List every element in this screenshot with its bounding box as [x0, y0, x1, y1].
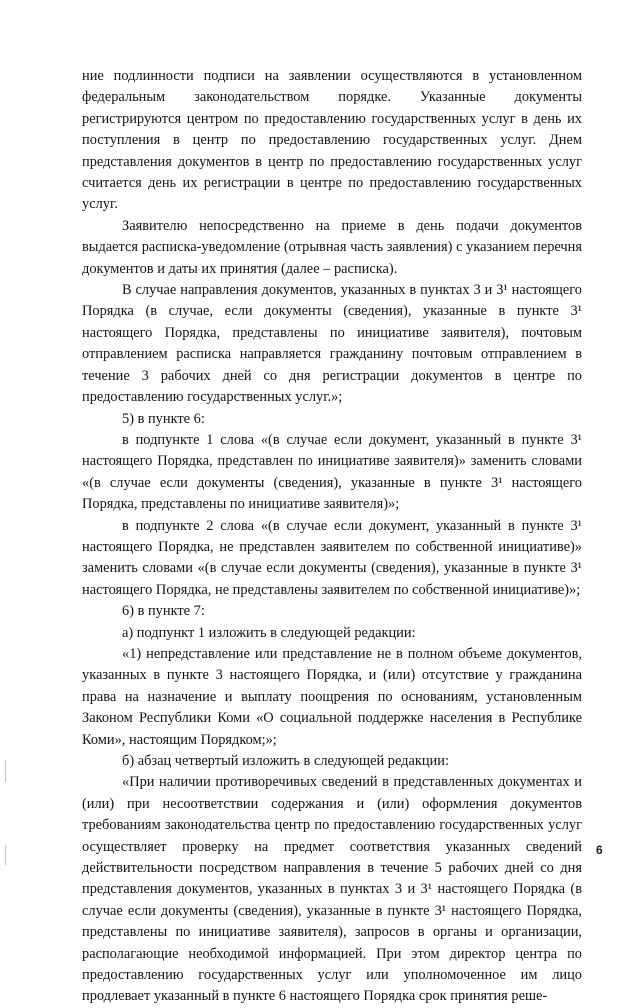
- paragraph: в подпункте 1 слова «(в случае если документ, указанный в пункте 3¹ настоящего Порядка, представлен по инициативе заявителя)» заменить словами «(в случае если документы (сведения), указанные в пункте 3¹ настоящего Порядка, представлены по инициативе заявителя)»;: [82, 431, 582, 513]
- paragraph: 6) в пункте 7:: [122, 603, 205, 620]
- page-number: 6: [596, 843, 603, 857]
- binding-mark: [5, 760, 6, 782]
- paragraph: В случае направления документов, указанных в пунктах 3 и 3¹ настоящего Порядка (в случае, если документы (сведения), указанные в пункте 3¹ настоящего Порядка, представлены по инициативе заявителя), почтовым отправлением расписка направляется гражданину почтовым отправлением в течение 3 рабочих дней со дня регистрации документов в центре по предоставлению государственных услуг.»;: [82, 282, 582, 406]
- binding-mark: [5, 845, 6, 865]
- paragraph: Заявителю непосредственно на приеме в день подачи документов выдается расписка-уведомление (отрывная часть заявления) с указанием перечня документов и даты их принятия (далее – расписка).: [82, 217, 582, 277]
- paragraph: в подпункте 2 слова «(в случае если документ, указанный в пункте 3¹ настоящего Порядка, не представлен заявителем по собственной инициативе)» заменить словами «(в случае если документы (сведения), указанные в пункте 3¹ настоящего Порядка, не представлены заявителем по собственной инициативе)»;: [82, 517, 582, 598]
- document-body: [82, 66, 582, 1008]
- paragraph: а) подпункт 1 изложить в следующей редакции:: [122, 624, 416, 641]
- paragraph: 5) в пункте 6:: [122, 410, 205, 427]
- paragraph: б) абзац четвертый изложить в следующей редакции:: [122, 753, 449, 769]
- paragraph: «1) непредставление или представление не в полном объеме документов, указанных в пункте 3 настоящего Порядка, и (или) отсутствие у гражданина права на назначение и выплату поощрения по основаниям, установленным Законом Республики Коми «О социальной поддержке населения в Республике Коми», настоящим Порядком;»;: [82, 645, 582, 748]
- paragraph: ние подлинности подписи на заявлении осуществляются в установленном федеральным законодательством порядке. Указанные документы регистрируются центром по предоставлению государственных услуг в день их поступления в центр по предоставлению государственных услуг. Днем представления документов в центр по предоставлению государственных услуг считается день их регистрации в центре по предоставлению государственных услуг.: [82, 68, 582, 213]
- paragraph: «При наличии противоречивых сведений в представленных документах и (или) при несоответствии содержания и (или) оформления документов требованиям законодательства центр по предоставлению государственных услуг осуществляет проверку на предмет соответствия указанных сведений действительности посредством направления в течение 5 рабочих дней со дня представления документов, указанных в пунктах 3 и 3¹ настоящего Порядка (в случае если документы (сведения), указанные в пункте 3¹ настоящего Порядка, представлены по инициативе заявителя), запросов в органы и организации, располагающие необходимой информацией. При этом директор центра по предоставлению государственных услуг или уполномоченное им лицо продлевает указанный в пункте 6 настоящего Порядка срок принятия реше-: [82, 774, 582, 1005]
